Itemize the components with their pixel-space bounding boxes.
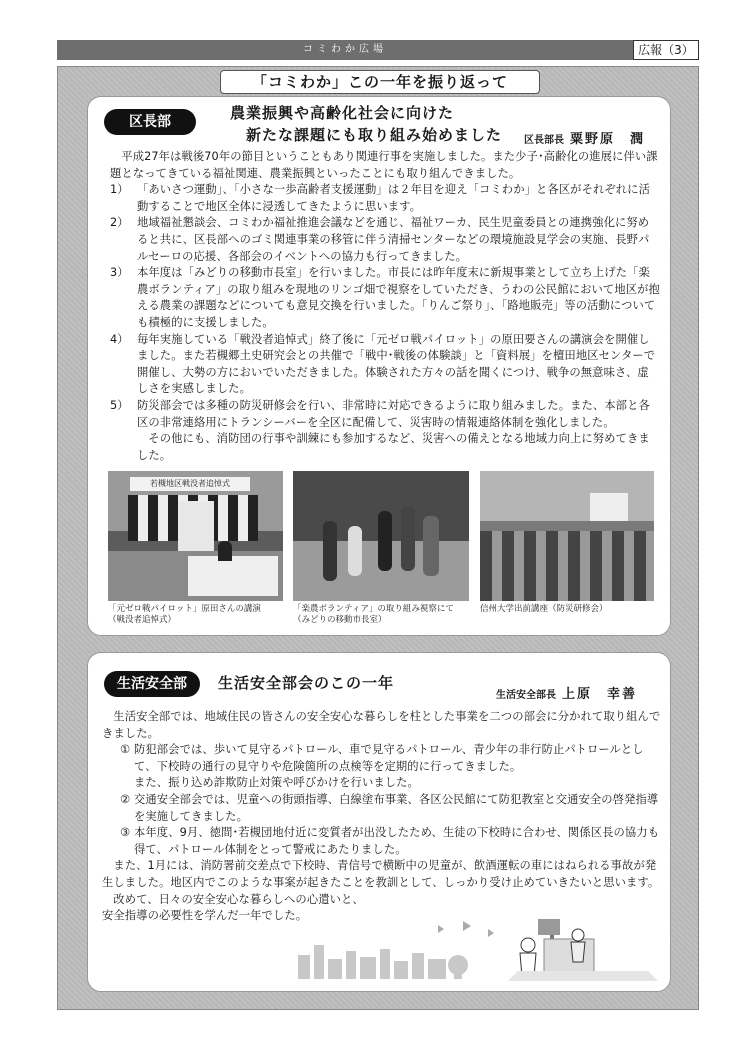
list-number: ③ [120,826,131,840]
section-seikatsu-anzen [87,652,671,992]
section-kuchobu [87,96,671,636]
list-item [102,825,662,858]
list-item [110,398,660,431]
main-title: 「コミわか」この一年を振り返って [220,70,540,94]
list-item [110,215,660,265]
list-text: 「あいさつ運動」、「小さな一歩高齢者支援運動」は２年目を迎え「コミわか」と各区がそれぞれに活動することで地区全体に浸透してきたように思います。 [137,183,650,213]
list-number: ② [120,792,131,806]
list-text: 防災部会では多種の防災研修会を行い、非常時に対応できるように取り組みました。また、本部と各区の非常連絡用にトランシーバーを全区に配備して、災害時の情報連絡体制を強化しました。 [137,398,650,429]
section-body [110,149,660,464]
character-illustration [508,919,658,981]
author-name: 上原 幸善 [562,687,638,702]
list-item [102,792,662,825]
list-item [110,265,660,331]
list-item [110,182,660,215]
list-number: ① [120,743,131,757]
photo-caption [108,604,288,626]
list-item [110,332,660,398]
caption-line: （みどりの移動市長室） [293,615,387,625]
author-name: 粟野原 潤 [570,132,646,147]
closing-paragraph: その他にも、消防団の行事や訓練にも参加するなど、災害への備えとなる地域力向上に努めてきました。 [137,432,650,462]
section-badge: 区長部 [104,109,196,135]
photo-farm-volunteer [293,471,469,601]
photo-disaster-lecture [480,471,654,601]
photo-caption [293,604,478,626]
photo-caption [480,604,660,615]
caption-line: 「楽農ボランティア」の取り組み視察にて [293,604,454,614]
caption-line: 「元ゼロ戦パイロット」原田さんの講演 [108,604,261,614]
section-title-line1: 農業振興や高齢化社会に向けた [230,104,455,122]
list-number: 4） [110,332,129,346]
list-number: 2） [110,216,129,230]
list-text: 本年度は「みどりの移動市長室」を行いました。市長には昨年度末に新規事業として立ち上げた「楽農ボランティア」の取り組みを現地のリンゴ畑で視察をしていただき、うわの公民館において地区が抱える農業の課題などについても意見交換を行いました。「りんご祭り」、「路地販売」等の活動についても積極的に支援しました。 [137,266,660,329]
author-role: 生活安全部長 [496,690,556,701]
section-title-line2: 新たな課題にも取り組み始めました [246,126,503,144]
section-author [524,128,645,147]
caption-line: （戦没者追悼式） [108,615,177,625]
list-text: 地域福祉懇談会、コミわか福祉推進会議などを通じ、福祉ワーカ、民生児童委員との連携強化に努めると共に、区長部へのゴミ関連事業の移管に伴う清掃センターなどの環境施設見学会の実施、長野パルセーロの応援、各部会のイベントへの協力も行ってきました。 [137,216,650,263]
intro-paragraph: 平成27年は戦後70年の節目ということもあり関連行事を実施しました。また少子･高齢化の進展に伴い課題となってきている福祉関連、農業振興といったことにも取り組んできました。 [110,150,658,180]
photo-banner: 若槻地区戦没者追悼式 [130,477,250,491]
list-item [102,742,662,775]
intro-paragraph: 生活安全部では、地域住民の皆さんの安全安心な暮らしを柱とした事業を二つの部会に分かれて取り組んできました。 [102,710,661,740]
author-role: 区長部長 [524,135,564,146]
section-title: 生活安全部会のこの一年 [218,674,395,692]
list-number: 5） [110,398,129,412]
caption-line: 信州大学出前講座（防災研修会） [480,604,608,614]
header-section-name: コミわか広場 [57,40,633,60]
photo-memorial-lecture [108,471,283,601]
section-body [102,709,662,925]
body-paragraph: また、1月には、消防署前交差点で下校時、青信号で横断中の児童が、飲酒運転の車にはねられる事故が発生しました。地区内でこのような事案が起きたことを教訓として、しっかり受け止めていきたいと思います。 [102,859,660,889]
town-illustration [288,915,668,987]
list-number [120,775,134,792]
body-paragraph: 改めて、日々の安全安心な暮らしへの心遣いと、 [113,892,364,906]
list-item [102,775,662,792]
header-page-number: 広報（3） [633,40,699,60]
section-author [496,683,637,702]
list-number: 1） [110,183,129,197]
section-badge: 生活安全部 [104,671,200,697]
list-text: 防犯部会では、歩いて見守るパトロール、車で見守るパトロール、青少年の非行防止パトロールとして、下校時の通行の見守りや危険箇所の点検等を定期的に行ってきました。 [134,743,644,773]
list-text: 本年度、9月、徳間･若槻団地付近に変質者が出没したため、生徒の下校時に合わせ、関係区長の協力も得て、パトロール体制をとって警戒にあたりました。 [134,826,660,856]
list-number: 3） [110,266,129,280]
list-text: また、振り込め詐欺防止対策や呼びかけを行いました。 [134,776,419,790]
body-paragraph-cont: 安全指導の必要性を学んだ一年でした。 [102,909,308,923]
page-header [57,40,699,60]
list-text: 交通安全部会では、児童への街頭指導、白線塗布事業、各区公民館にて防犯教室と交通安全の啓発指導を実施してきました。 [134,792,659,823]
list-text: 毎年実施している「戦没者追悼式」終了後に「元ゼロ戦パイロット」の原田要さんの講演会を開催しました。また若槻郷土史研究会との共催で「戦中･戦後の体験談」と「資料展」を檀田地区センターで開催し、大勢の方においでいただきました。体験された方々の話を聞くにつけ、戦争の無意味さ、虚しさを実感しました。 [137,332,656,396]
